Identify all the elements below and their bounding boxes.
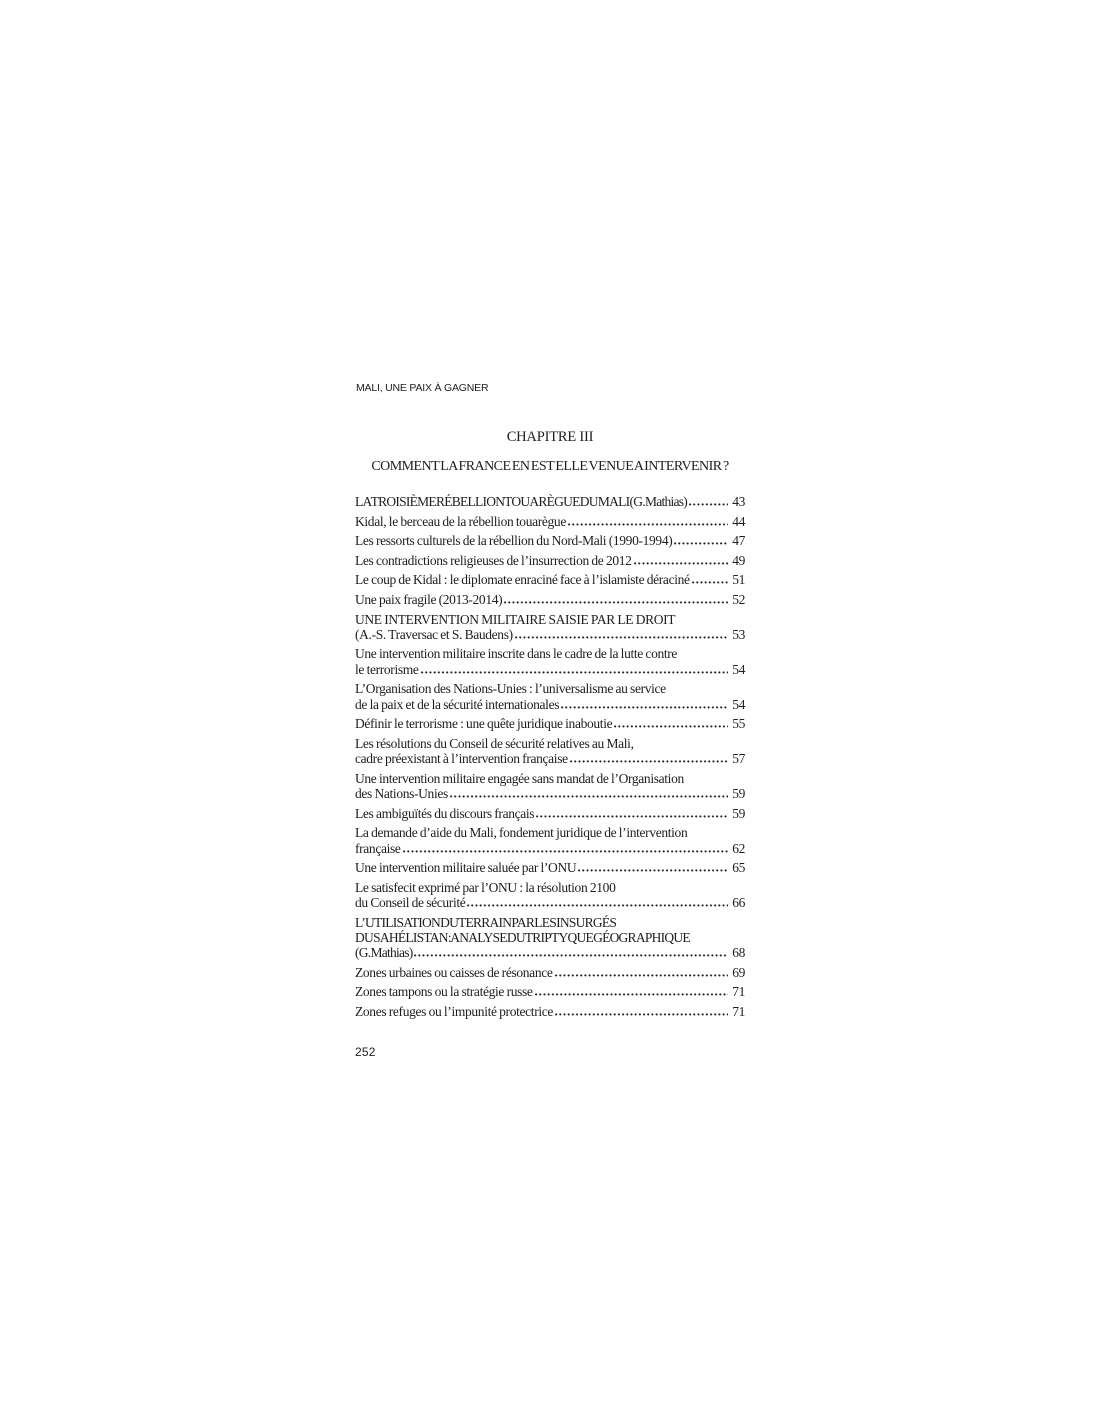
toc-entry-page: 62 — [732, 840, 745, 856]
toc-entry-title: DU SAHÉLISTAN : ANALYSE DU TRIPTYQUE GÉOGRAPHIQUE — [355, 929, 690, 945]
toc-entry-page: 59 — [732, 805, 745, 821]
toc-entry-title: française — [355, 840, 401, 856]
toc-entry-title: La demande d’aide du Mali, fondement juridique de l’intervention — [355, 825, 688, 841]
table-of-contents — [355, 494, 745, 1019]
dot-leader — [555, 974, 729, 977]
toc-entry — [355, 612, 745, 643]
toc-entry-page: 53 — [732, 626, 745, 642]
dot-leader — [634, 562, 729, 565]
toc-entry-title: (A.-S. Traversac et S. Baudens) — [355, 626, 513, 642]
toc-entry — [355, 494, 745, 509]
running-header: MALI, UNE PAIX À GAGNER — [356, 382, 489, 394]
toc-entry — [355, 533, 745, 548]
toc-entry-page: 71 — [732, 1003, 745, 1019]
toc-entry — [355, 860, 745, 875]
toc-entry-page: 49 — [732, 552, 745, 568]
toc-entry-title: L’UTILISATION DU TERRAIN PAR LES INSURGÉS — [355, 914, 617, 930]
toc-entry — [355, 880, 745, 911]
dot-leader — [535, 993, 729, 996]
toc-entry-page: 55 — [732, 716, 745, 732]
toc-entry — [355, 825, 745, 856]
toc-entry-title: Le coup de Kidal : le diplomate enraciné face à l’islamiste déraciné — [355, 572, 690, 588]
toc-entry-page: 57 — [732, 751, 745, 767]
toc-entry-title: Les ambiguïtés du discours français — [355, 805, 535, 821]
toc-entry-page: 51 — [732, 572, 745, 588]
toc-entry-title: Définir le terrorisme : une quête juridique inaboutie — [355, 716, 613, 732]
dot-leader — [555, 1013, 728, 1016]
dot-leader — [504, 601, 728, 604]
dot-leader — [403, 850, 729, 853]
toc-entry — [355, 553, 745, 568]
toc-entry-title: des Nations-Unies — [355, 786, 448, 802]
toc-entry — [355, 771, 745, 802]
dot-leader — [536, 815, 728, 818]
toc-entry-title: Une intervention militaire inscrite dans le cadre de la lutte contre — [355, 646, 678, 662]
page-number: 252 — [355, 1045, 376, 1059]
toc-entry — [355, 592, 745, 607]
toc-entry-title: Les contradictions religieuses de l’insurrection de 2012 — [355, 552, 632, 568]
chapter-label: CHAPITRE III — [506, 429, 594, 445]
toc-entry-title: Une intervention militaire saluée par l’ONU — [355, 860, 577, 876]
toc-entry-title: LA TROISIÈME RÉBELLION TOUARÈGUE DU MALI (G. Mathias) — [355, 494, 687, 509]
toc-entry-title: Zones refuges ou l’impunité protectrice — [355, 1003, 554, 1019]
toc-entry-page: 54 — [732, 661, 745, 677]
dot-leader — [467, 904, 728, 907]
toc-entry-title: de la paix et de la sécurité internationales — [355, 696, 560, 712]
toc-entry-page: 59 — [732, 786, 745, 802]
toc-entry — [355, 736, 745, 767]
dot-leader — [568, 523, 728, 526]
toc-entry-title: UNE INTERVENTION MILITAIRE SAISIE PAR LE DROIT — [355, 611, 676, 627]
dot-leader — [421, 671, 729, 674]
dot-leader — [570, 760, 728, 763]
toc-entry-title: L’Organisation des Nations-Unies : l’universalisme au service — [355, 681, 666, 697]
toc-entry — [355, 646, 745, 677]
chapter-title: COMMENT LA FRANCE EN EST ELLE VENUE A INTERVENIR ? — [371, 459, 729, 474]
toc-entry-title: Une paix fragile (2013-2014) — [355, 591, 503, 607]
dot-leader — [578, 869, 728, 872]
toc-entry-page: 43 — [732, 494, 745, 509]
toc-entry-page: 68 — [732, 945, 745, 961]
toc-entry-page: 54 — [732, 696, 745, 712]
toc-entry-page: 52 — [732, 591, 745, 607]
dot-leader — [450, 795, 728, 798]
toc-entry-page: 71 — [732, 984, 745, 1000]
toc-entry — [355, 681, 745, 712]
toc-entry-page: 47 — [732, 533, 745, 549]
toc-entry-title: le terrorisme — [355, 661, 419, 677]
dot-leader — [614, 725, 728, 728]
dot-leader — [689, 503, 728, 506]
toc-entry-title: Les ressorts culturels de la rébellion du Nord-Mali (1990-1994) — [355, 533, 673, 549]
toc-entry-page: 66 — [732, 894, 745, 910]
toc-entry-page: 44 — [732, 513, 745, 529]
dot-leader — [414, 954, 728, 957]
dot-leader — [674, 542, 728, 545]
toc-entry — [355, 915, 745, 961]
toc-entry-title: Une intervention militaire engagée sans mandat de l’Organisation — [355, 770, 684, 786]
toc-entry-page: 69 — [732, 964, 745, 980]
toc-entry-title: Zones urbaines ou caisses de résonance — [355, 964, 553, 980]
toc-entry — [355, 965, 745, 980]
toc-entry — [355, 984, 745, 999]
toc-entry — [355, 514, 745, 529]
toc-entry-title: (G. Mathias) — [355, 945, 413, 961]
toc-entry-title: Le satisfecit exprimé par l’ONU : la résolution 2100 — [355, 879, 616, 895]
toc-entry — [355, 1004, 745, 1019]
toc-entry-title: du Conseil de sécurité — [355, 894, 466, 910]
dot-leader — [515, 636, 728, 639]
toc-entry-title: Zones tampons ou la stratégie russe — [355, 984, 533, 1000]
toc-entry-page: 65 — [732, 860, 745, 876]
toc-entry — [355, 806, 745, 821]
dot-leader — [561, 706, 728, 709]
toc-entry — [355, 716, 745, 731]
toc-entry-title: Les résolutions du Conseil de sécurité relatives au Mali, — [355, 735, 634, 751]
toc-entry-title: cadre préexistant à l’intervention française — [355, 751, 568, 767]
dot-leader — [692, 581, 729, 584]
toc-entry-title: Kidal, le berceau de la rébellion touarègue — [355, 513, 566, 529]
toc-entry — [355, 572, 745, 587]
